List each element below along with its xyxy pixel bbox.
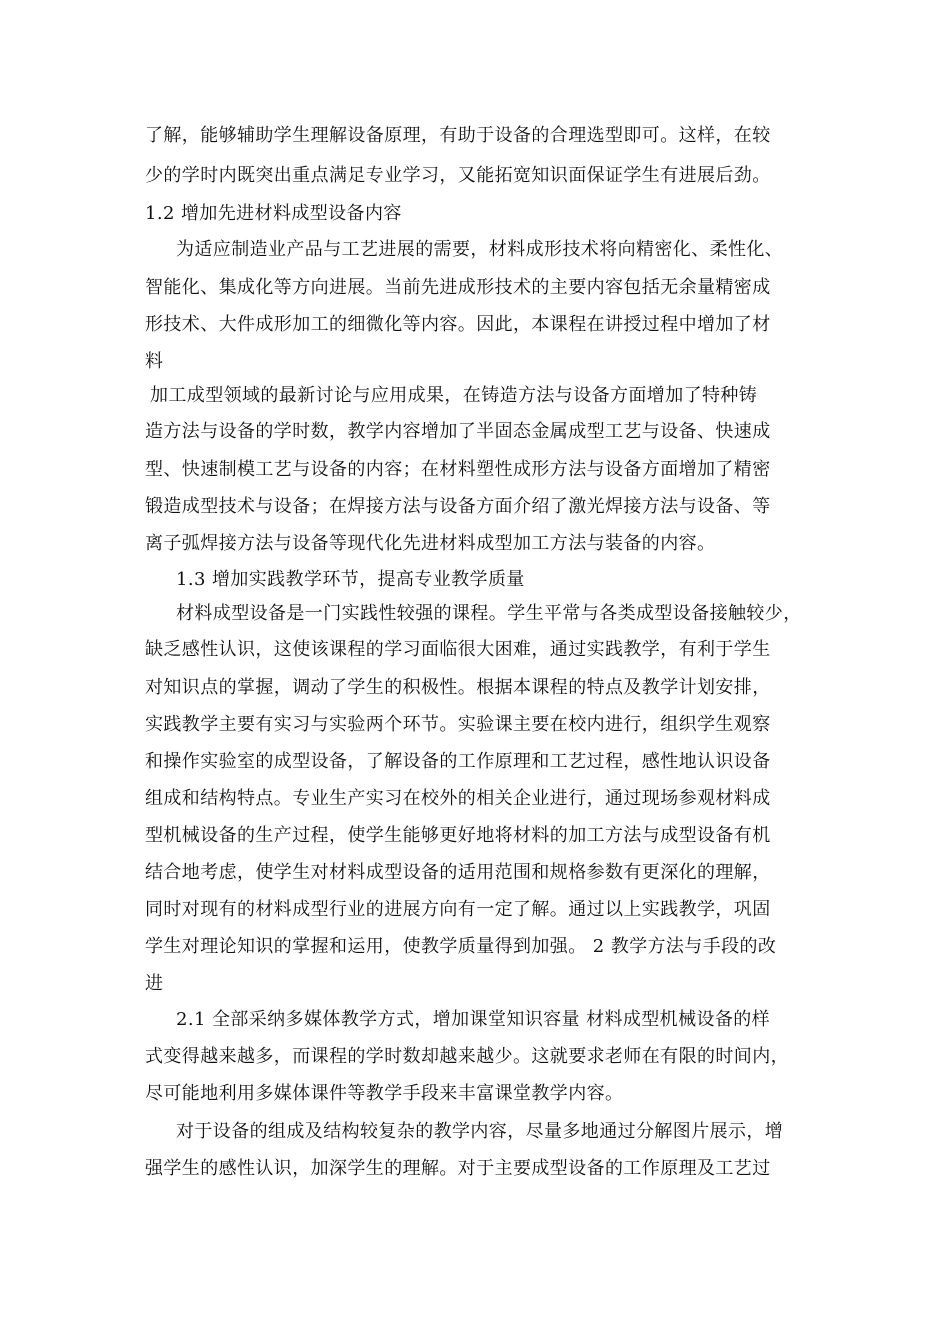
body-text-line: 了解，能够辅助学生理解设备原理，有助于设备的合理选型即可。这样，在较 [145, 125, 771, 146]
body-text-line: 尽可能地利用多媒体课件等教学手段来丰富课堂教学内容。 [145, 1083, 624, 1104]
section-heading-1-3: 1.3 增加实践教学环节，提高专业教学质量 [176, 569, 525, 590]
body-text-line: 锻造成型技术与设备；在焊接方法与设备方面介绍了激光焊接方法与设备、等 [145, 496, 771, 517]
body-text-line: 组成和结构特点。专业生产实习在校外的相关企业进行，通过现场参观材料成 [145, 788, 771, 809]
body-text-line: 材料成型设备是一门实践性较强的课程。学生平常与各类成型设备接触较少， [176, 603, 802, 624]
body-text-line: 为适应制造业产品与工艺进展的需要，材料成形技术将向精密化、柔性化、 [176, 239, 784, 260]
section-heading-1-2: 1.2 增加先进材料成型设备内容 [145, 203, 402, 224]
body-text-line: 同时对现有的材料成型行业的进展方向有一定了解。通过以上实践教学，巩固 [145, 899, 771, 920]
body-text-line: 缺乏感性认识，这使该课程的学习面临很大困难，通过实践教学，有利于学生 [145, 639, 771, 660]
body-text-line: 式变得越来越多，而课程的学时数却越来越少。这就要求老师在有限的时间内， [145, 1046, 789, 1067]
body-text-line: 和操作实验室的成型设备，了解设备的工作原理和工艺过程，感性地认识设备 [145, 751, 771, 772]
body-text-line: 智能化、集成化等方向进展。当前先进成形技术的主要内容包括无余量精密成 [145, 277, 771, 298]
body-text-line: 料 [145, 351, 164, 372]
body-text-line: 少的学时内既突出重点满足专业学习，又能拓宽知识面保证学生有进展后劲。 [145, 165, 771, 186]
body-text-line: 型机械设备的生产过程，使学生能够更好地将材料的加工方法与成型设备有机 [145, 825, 771, 846]
body-text-line: 强学生的感性认识，加深学生的理解。对于主要成型设备的工作原理及工艺过 [145, 1158, 771, 1179]
section-heading-2-1: 2.1 全部采纳多媒体教学方式，增加课堂知识容量 材料成型机械设备的样 [176, 1009, 771, 1030]
body-text-line: 学生对理论知识的掌握和运用，使教学质量得到加强。 2 教学方法与手段的改 [145, 936, 777, 957]
body-text-line: 对于设备的组成及结构较复杂的教学内容，尽量多地通过分解图片展示，增 [176, 1121, 784, 1142]
body-text-line: 实践教学主要有实习与实验两个环节。实验课主要在校内进行，组织学生观察 [145, 714, 771, 735]
body-text-line: 进 [145, 973, 164, 994]
body-text-line: 离子弧焊接方法与设备等现代化先进材料成型加工方法与装备的内容。 [145, 533, 716, 554]
body-text-line: 对知识点的掌握，调动了学生的积极性。根据本课程的特点及教学计划安排， [145, 677, 771, 698]
body-text-line: 造方法与设备的学时数，教学内容增加了半固态金属成型工艺与设备、快速成 [145, 421, 771, 442]
body-text-line: 型、快速制模工艺与设备的内容；在材料塑性成形方法与设备方面增加了精密 [145, 459, 771, 480]
body-text-line: 形技术、大件成形加工的细微化等内容。因此，本课程在讲授过程中增加了材 [145, 314, 771, 335]
body-text-line: 加工成型领域的最新讨论与应用成果，在铸造方法与设备方面增加了特种铸 [150, 385, 758, 406]
body-text-line: 结合地考虑，使学生对材料成型设备的适用范围和规格参数有更深化的理解， [145, 862, 771, 883]
